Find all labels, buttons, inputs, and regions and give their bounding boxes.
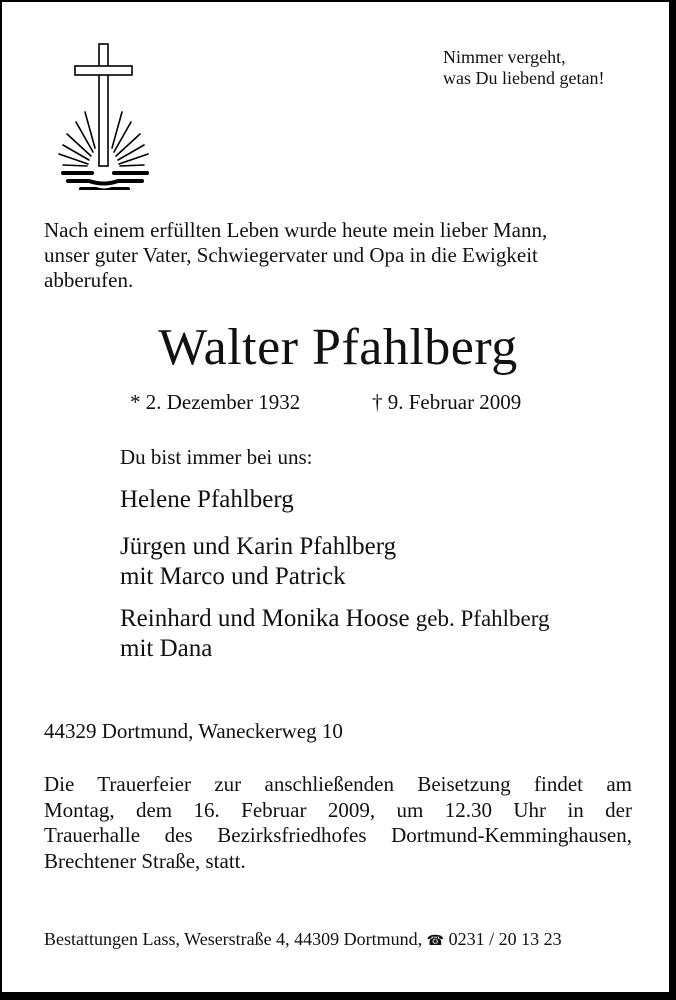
intro-text	[44, 218, 644, 293]
quote-line: was Du liebend getan!	[443, 68, 605, 88]
death-date: † 9. Februar 2009	[372, 390, 522, 414]
intro-line: Nach einem erfüllten Leben wurde heute mein lieber Mann,	[44, 218, 548, 242]
family-name: Reinhard und Monika Hoose	[120, 605, 410, 632]
address: 44329 Dortmund, Waneckerweg 10	[44, 719, 343, 743]
intro-line: unser guter Vater, Schwiegervater und Opa in die Ewigkeit	[44, 243, 538, 267]
family-member	[120, 604, 550, 664]
maiden-name: geb. Pfahlberg	[415, 606, 550, 631]
ceremony-line: Die Trauerfeier zur anschließenden Beisetzung findet am	[44, 772, 632, 796]
quote	[443, 47, 604, 89]
telephone-icon: ☎	[426, 934, 445, 949]
ceremony-line: Brechtener Straße, statt.	[44, 848, 246, 873]
ceremony-text	[44, 772, 632, 874]
cross-with-rays-icon	[44, 40, 154, 190]
with-us-text: Du bist immer bei uns:	[120, 445, 313, 469]
family-member	[120, 485, 294, 515]
family-line: mit Dana	[120, 635, 213, 662]
family-line: Helene Pfahlberg	[120, 486, 294, 513]
funeral-home-address: Bestattungen Lass, Weserstraße 4, 44309 Dortmund,	[44, 929, 423, 949]
phone-number: 0231 / 20 13 23	[448, 929, 562, 949]
quote-line: Nimmer vergeht,	[443, 47, 566, 67]
intro-line: abberufen.	[44, 268, 134, 292]
funeral-home-footer	[44, 928, 562, 953]
family-member	[120, 532, 396, 592]
family-line: Jürgen und Karin Pfahlberg	[120, 533, 397, 560]
ceremony-line: Trauerhalle des Bezirksfriedhofes Dortmund-Kemminghausen,	[44, 823, 632, 847]
birth-date: * 2. Dezember 1932	[130, 390, 301, 414]
ceremony-line: Montag, dem 16. Februar 2009, um 12.30 Uhr in der	[44, 797, 632, 822]
family-line: mit Marco und Patrick	[120, 563, 346, 590]
family-line	[120, 604, 550, 634]
deceased-name: Walter Pfahlberg	[158, 319, 518, 376]
